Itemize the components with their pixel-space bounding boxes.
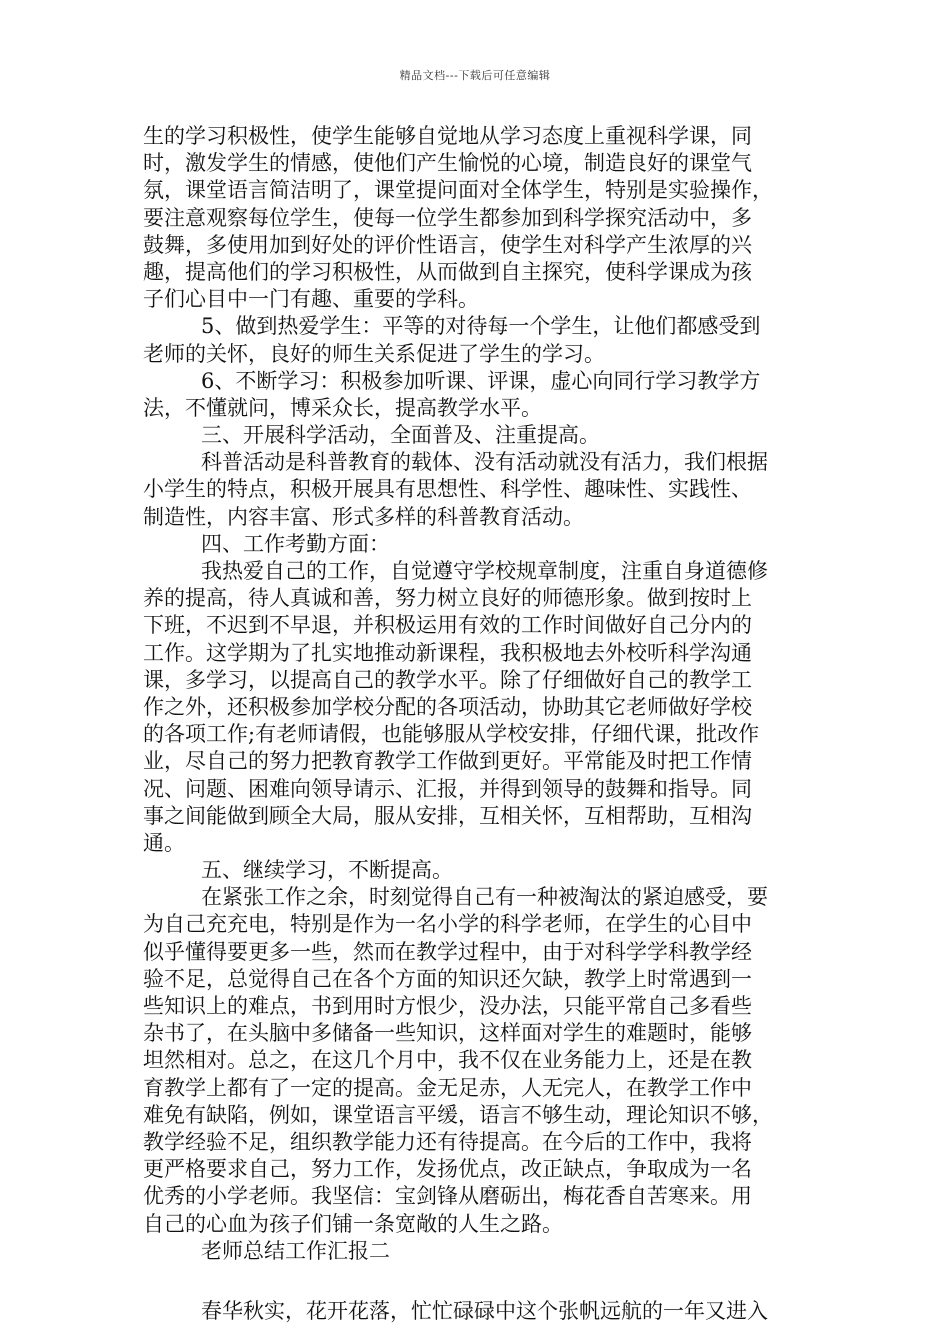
paragraph-line: 教学经验不足，组织教学能力还有待提高。在今后的工作中，我将 (143, 1129, 752, 1154)
paragraph-line: 要注意观察每位学生，使每一位学生都参加到科学探究活动中，多 (143, 205, 752, 230)
paragraph-line: 似乎懂得要更多一些，然而在教学过程中，由于对科学学科教学经 (143, 939, 752, 964)
paragraph-line: 春华秋实，花开花落，忙忙碌碌中这个张帆远航的一年又进入 (201, 1299, 768, 1324)
section-heading-5: 五、继续学习，不断提高。 (201, 858, 453, 883)
paragraph-line: 小学生的特点，积极开展具有思想性、科学性、趣味性、实践性、 (143, 477, 752, 502)
page-header: 精品文档---下载后可任意编辑 (399, 69, 551, 82)
paragraph-line: 下班，不迟到不早退，并积极运用有效的工作时间做好自己分内的 (143, 613, 752, 638)
paragraph-line: 坦然相对。总之，在这几个月中，我不仅在业务能力上，还是在教 (143, 1048, 752, 1073)
paragraph-line: 氛，课堂语言简洁明了，课堂提问面对全体学生，特别是实验操作， (143, 178, 773, 203)
paragraph-line: 老师的关怀，良好的师生关系促进了学生的学习。 (143, 341, 605, 366)
paragraph-line: 自己的心血为孩子们铺一条宽敞的人生之路。 (143, 1211, 563, 1236)
blank-line (143, 1265, 815, 1292)
paragraph-line: 子们心目中一门有趣、重要的学科。 (143, 287, 479, 312)
paragraph-line: 事之间能做到顾全大局，服从安排，互相关怀，互相帮助，互相沟 (143, 803, 752, 828)
paragraph-line: 为自己充充电，特别是作为一名小学的科学老师，在学生的心目中 (143, 912, 752, 937)
paragraph-line: 趣，提高他们的学习积极性，从而做到自主探究，使科学课成为孩 (143, 259, 752, 284)
list-item-5: 5、做到热爱学生：平等的对待每一个学生，让他们都感受到 (201, 314, 761, 339)
paragraph-line: 法，不懂就问，博采众长，提高教学水平。 (143, 395, 542, 420)
paragraph-line: 科普活动是科普教育的载体、没有活动就没有活力，我们根据 (201, 450, 768, 475)
paragraph-line: 业，尽自己的努力把教育教学工作做到更好。平常能及时把工作情 (143, 749, 752, 774)
paragraph-line: 育教学上都有了一定的提高。金无足赤，人无完人，在教学工作中 (143, 1075, 752, 1100)
paragraph-line: 时，激发学生的情感，使他们产生愉悦的心境，制造良好的课堂气 (143, 151, 752, 176)
paragraph-line: 难免有缺陷，例如，课堂语言平缓，语言不够生动，理论知识不够， (143, 1102, 773, 1127)
paragraph-line: 在紧张工作之余，时刻觉得自己有一种被淘汰的紧迫感受，要 (201, 885, 768, 910)
paragraph-line: 优秀的小学老师。我坚信：宝剑锋从磨砺出，梅花香自苦寒来。用 (143, 1184, 752, 1209)
paragraph-line: 工作。这学期为了扎实地推动新课程，我积极地去外校听科学沟通 (143, 640, 752, 665)
paragraph-line: 制造性，内容丰富、形式多样的科普教育活动。 (143, 504, 584, 529)
paragraph-line: 杂书了，在头脑中多储备一些知识，这样面对学生的难题时，能够 (143, 1021, 752, 1046)
paragraph-line: 我热爱自己的工作，自觉遵守学校规章制度，注重自身道德修 (201, 559, 768, 583)
paragraph-line: 课，多学习，以提高自己的教学水平。除了仔细做好自己的教学工 (143, 667, 752, 692)
paragraph-line: 养的提高，待人真诚和善，努力树立良好的师德形象。做到按时上 (143, 586, 752, 611)
list-item-6: 6、不断学习：积极参加听课、评课，虚心向同行学习教学方 (201, 368, 761, 393)
paragraph-line: 些知识上的难点，书到用时方恨少，没办法，只能平常自己多看些 (143, 994, 752, 1018)
paragraph-line: 作之外，还积极参加学校分配的各项活动，协助其它老师做好学校 (143, 694, 752, 719)
section-heading-4: 四、工作考勤方面： (201, 531, 390, 556)
paragraph-line: 鼓舞，多使用加到好处的评价性语言，使学生对科学产生浓厚的兴 (143, 232, 752, 257)
section-heading-3: 三、开展科学活动，全面普及、注重提高。 (201, 423, 600, 448)
report-title: 老师总结工作汇报二 (201, 1238, 390, 1263)
paragraph-line: 的各项工作;有老师请假，也能够服从学校安排，仔细代课，批改作 (143, 722, 760, 747)
paragraph-line: 生的学习积极性，使学生能够自觉地从学习态度上重视科学课，同 (143, 124, 752, 148)
paragraph-line: 况、问题、困难向领导请示、汇报，并得到领导的鼓舞和指导。同 (143, 776, 752, 801)
paragraph-line: 验不足，总觉得自己在各个方面的知识还欠缺，教学上时常遇到一 (143, 966, 752, 991)
paragraph-line: 更严格要求自己，努力工作，发扬优点，改正缺点，争取成为一名 (143, 1157, 752, 1182)
document-body (143, 123, 815, 1325)
paragraph-line: 通。 (143, 830, 185, 855)
